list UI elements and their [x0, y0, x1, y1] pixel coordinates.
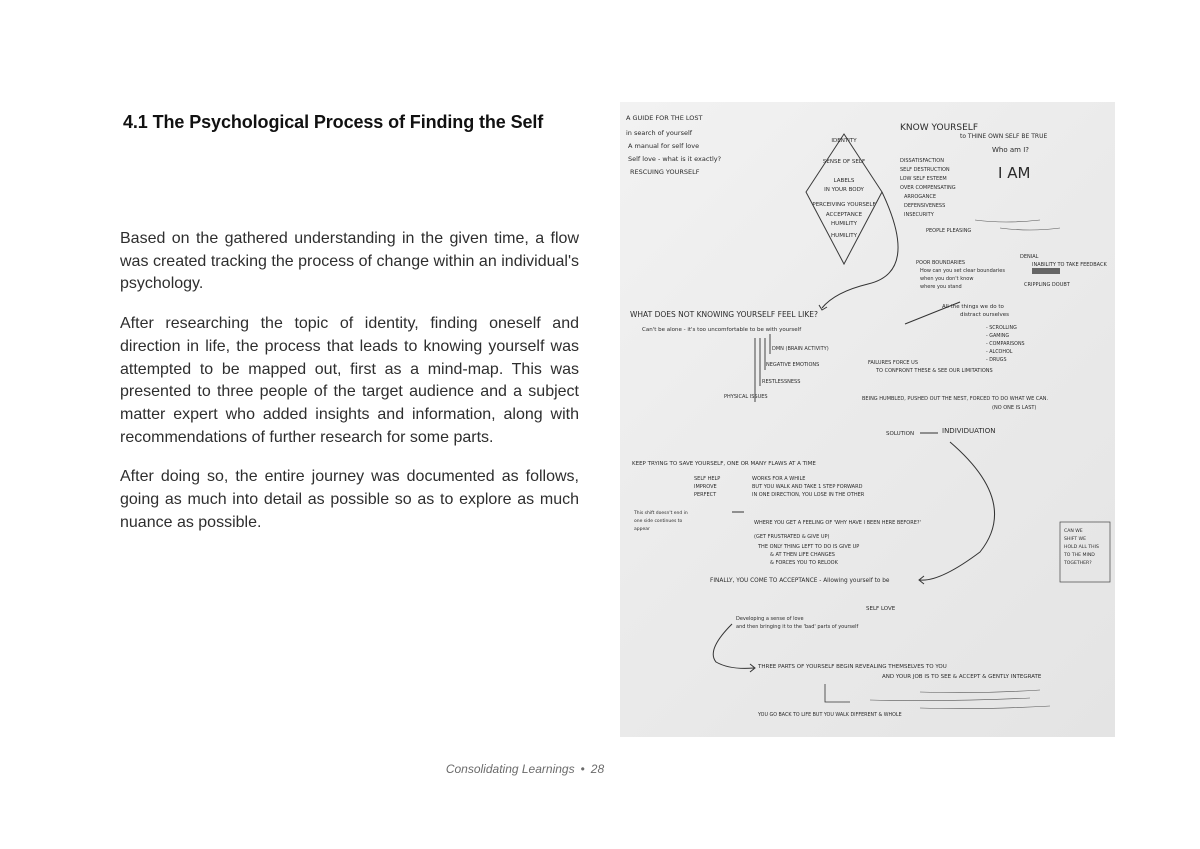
trait-1: DISSATISFACTION — [900, 158, 944, 164]
side-note-1: This shift doesn't end in — [634, 511, 688, 516]
page-footer — [0, 762, 1050, 776]
section-title: 4.1 The Psychological Process of Finding the Self — [123, 112, 544, 133]
right-note-4: TO THE MIND — [1064, 553, 1095, 558]
note-question: WHAT DOES NOT KNOWING YOURSELF FEEL LIKE? — [630, 310, 819, 319]
note-crippling-doubt: CRIPPLING DOUBT — [1024, 282, 1070, 288]
bracket-line — [825, 684, 850, 702]
note-distract: distract ourselves — [960, 312, 1009, 318]
note-inability: INABILITY TO TAKE FEEDBACK — [1032, 262, 1107, 268]
diamond-in-body: IN YOUR BODY — [824, 187, 864, 193]
diamond-sense-of-self: SENSE OF SELF — [822, 159, 866, 165]
paragraph-1: Based on the gathered understanding in the given time, a flow was created tracking the process of change within an individual's psychology. — [120, 230, 579, 293]
diamond-humility-2: HUMILITY — [831, 233, 857, 239]
side-note-3: appear — [634, 527, 650, 532]
arrow-to-three-parts — [713, 624, 754, 668]
note-search: in search of yourself — [626, 129, 693, 137]
note-failures: FAILURES FORCE US — [868, 360, 919, 366]
distraction-1: - SCROLLING — [986, 326, 1017, 331]
distraction-5: - DRUGS — [986, 358, 1007, 363]
note-manual: A manual for self love — [628, 142, 700, 150]
diamond-acceptance: ACCEPTANCE — [825, 212, 863, 218]
note-no-one-last: (NO ONE IS LAST) — [992, 405, 1037, 411]
note-works-1: WORKS FOR A WHILE — [752, 476, 806, 482]
note-negative-emotions: NEGATIVE EMOTIONS — [766, 362, 820, 368]
note-self-help: SELF HELP — [694, 476, 721, 482]
note-frustrated: (GET FRUSTRATED & GIVE UP) — [754, 534, 830, 540]
note-restlessness: RESTLESSNESS — [762, 379, 801, 385]
right-note-1: CAN WE — [1064, 529, 1083, 534]
scribble-lines-1 — [975, 220, 1060, 230]
note-all-things: All the things we do to — [942, 304, 1004, 310]
right-note-3: HOLD ALL THIS — [1064, 545, 1099, 550]
note-bottom-line: YOU GO BACK TO LIFE BUT YOU WALK DIFFERENT & WHOLE — [758, 713, 902, 718]
trait-2: SELF DESTRUCTION — [900, 167, 950, 173]
diamond-labels: LABELS — [833, 178, 855, 184]
footer-separator: • — [580, 762, 585, 776]
note-boundaries-4: where you stand — [920, 284, 962, 290]
note-i-am: I AM — [998, 164, 1031, 182]
trait-6: DEFENSIVENESS — [904, 203, 946, 209]
mind-map-sketch — [620, 102, 1115, 737]
scribble-lines-2 — [870, 690, 1050, 709]
trait-4: OVER COMPENSATING — [900, 185, 956, 191]
note-only-thing-2: & AT THEN LIFE CHANGES — [770, 552, 835, 558]
note-keep-trying: KEEP TRYING TO SAVE YOURSELF, ONE OR MANY FLAWS AT A TIME — [632, 461, 816, 467]
footer-section-name: Consolidating Learnings — [445, 762, 575, 776]
note-cant-be-alone: Can't be alone - it's too uncomfortable to be with yourself — [642, 327, 802, 333]
note-where: WHERE YOU GET A FEELING OF 'WHY HAVE I BEEN HERE BEFORE?' — [754, 520, 921, 526]
note-solution: SOLUTION — [886, 431, 915, 437]
distraction-3: - COMPARISONS — [986, 342, 1025, 347]
note-who-am-i: Who am I? — [992, 146, 1029, 154]
note-boundaries-2: How can you set clear boundaries — [920, 268, 1005, 274]
note-your-job: AND YOUR JOB IS TO SEE & ACCEPT & GENTLY INTEGRATE — [882, 674, 1042, 680]
diamond-humility-1: HUMILITY — [831, 221, 857, 227]
note-to-thine: to THINE OWN SELF BE TRUE — [960, 133, 1048, 140]
arrow-diamond-to-question — [822, 192, 898, 308]
note-developing-2: and then bringing it to the 'bad' parts of yourself — [736, 624, 859, 630]
note-rescuing: RESCUING YOURSELF — [630, 168, 700, 176]
note-guide: A GUIDE FOR THE LOST — [626, 114, 703, 122]
note-improve: IMPROVE — [694, 484, 717, 490]
diamond-shape — [806, 134, 882, 264]
note-boundaries-3: when you don't know — [920, 276, 974, 282]
note-confront: TO CONFRONT THESE & SEE OUR LIMITATIONS — [876, 368, 993, 374]
note-denial: DENIAL — [1020, 254, 1039, 260]
paragraph-3: After doing so, the entire journey was documented as follows, going as much into detail as possible so as to explore as much nuance as possible. — [120, 468, 579, 531]
trait-people-pleasing: PEOPLE PLEASING — [926, 228, 972, 234]
note-physical: PHYSICAL ISSUES — [724, 394, 768, 400]
note-only-thing-1: THE ONLY THING LEFT TO DO IS GIVE UP — [758, 544, 860, 550]
trait-3: LOW SELF ESTEEM — [900, 176, 947, 182]
note-only-thing-3: & FORCES YOU TO RELOOK — [770, 560, 838, 566]
dmn-lines — [755, 334, 770, 402]
note-works-3: IN ONE DIRECTION, YOU LOSE IN THE OTHER — [752, 492, 865, 498]
mind-map-photo — [620, 102, 1115, 737]
paragraph-2: After researching the topic of identity, finding oneself and direction in life, the process that leads to knowing yourself was attempted to be mapped out, first as a mind-map. This was presented to three people of the target audience and a subject matter expert who added insights and information, along with recommendations of further research for some parts. — [120, 315, 579, 446]
note-works-2: BUT YOU WALK AND TAKE 1 STEP FORWARD — [752, 484, 863, 490]
scribble-block — [1032, 268, 1060, 274]
right-note-5: TOGETHER? — [1064, 561, 1092, 566]
note-being-humbled: BEING HUMBLED, PUSHED OUT THE NEST, FORCED TO DO WHAT WE CAN. — [862, 396, 1049, 402]
diamond-perceiving: PERCEIVING YOURSELF — [812, 202, 876, 208]
distraction-2: - GAMING — [986, 334, 1010, 339]
trait-5: ARROGANCE — [904, 194, 936, 200]
note-poor-boundaries: POOR BOUNDARIES — [916, 260, 966, 266]
note-self-love: Self love - what is it exactly? — [628, 155, 722, 163]
side-note-2: one side continues to — [634, 519, 683, 524]
note-perfect: PERFECT — [694, 492, 717, 498]
note-individuation: INDIVIDUATION — [942, 427, 996, 435]
diamond-identity: IDENTITY — [831, 138, 857, 144]
note-know-yourself: KNOW YOURSELF — [900, 123, 978, 133]
arrow-individuation-to-acceptance — [920, 442, 995, 580]
note-dmn: DMN (BRAIN ACTIVITY) — [772, 346, 829, 352]
distraction-4: - ALCOHOL — [986, 350, 1013, 355]
note-self-love-2: SELF LOVE — [866, 606, 896, 612]
trait-7: INSECURITY — [904, 212, 934, 218]
note-finally: FINALLY, YOU COME TO ACCEPTANCE - Allowing yourself to be — [710, 578, 890, 584]
page-number: 28 — [590, 762, 605, 776]
note-developing-1: Developing a sense of love — [736, 616, 804, 622]
note-three-parts: THREE PARTS OF YOURSELF BEGIN REVEALING THEMSELVES TO YOU — [758, 664, 947, 670]
body-text — [120, 228, 579, 551]
right-note-2: SHIFT WE — [1064, 537, 1086, 542]
